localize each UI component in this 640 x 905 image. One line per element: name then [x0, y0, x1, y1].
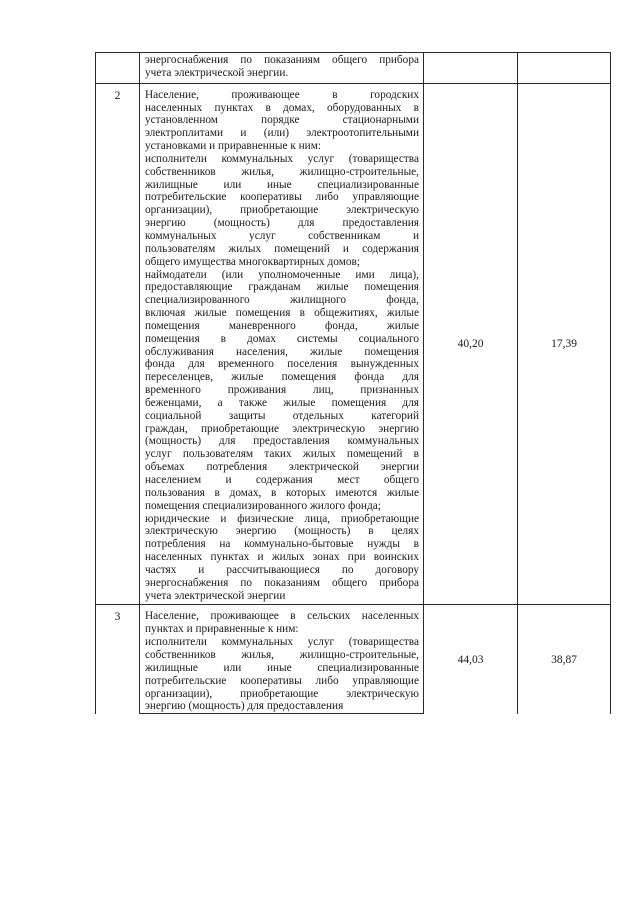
description-line: жилищные или иные специализированные: [145, 661, 419, 674]
description-line: исполнители коммунальных услуг (товарищества: [145, 636, 419, 649]
description-line: пунктах и приравненные к ним:: [145, 623, 299, 636]
description-line: общего имущества многоквартирных домов;: [145, 255, 360, 268]
description-line: потребления на коммунально-бытовые нужды в: [145, 538, 419, 551]
description-line: энергию (мощность) для предоставления: [145, 217, 419, 230]
description-line: потребительские кооперативы либо управляющие: [145, 674, 419, 687]
description-line: временного проживания лиц, признанных: [145, 384, 419, 397]
consumer-category-description: [140, 53, 424, 84]
description-line: включая жилые помещения в общежитиях, жилые: [145, 307, 419, 320]
table-row: [96, 605, 611, 714]
description-line: предоставляющие гражданам жилые помещения: [145, 281, 419, 294]
description-line: жилищные или иные специализированные: [145, 178, 419, 191]
description-line: энергоснабжения по показаниям общего прибора: [145, 54, 419, 66]
description-line: населенных пунктах и жилых зонах при воинских: [145, 551, 419, 564]
consumer-category-description: [140, 605, 424, 714]
description-line: наймодатели (или уполномоченные ими лица),: [145, 268, 419, 281]
description-line: потребительские кооперативы либо управляющие: [145, 191, 419, 204]
tariff-value-1: 40,20: [424, 83, 518, 605]
description-line: помещения специализированного жилого фонда;: [145, 499, 381, 512]
description-line: пользователям жилых помещений и содержания: [145, 242, 419, 255]
description-line: собственников жилья, жилищно-строительные,: [145, 648, 419, 661]
description-line: частях и рассчитывающиеся по договору: [145, 563, 419, 576]
tariff-value-2: [518, 53, 611, 84]
description-line: граждан, приобретающие электрическую энергию: [145, 422, 419, 435]
description-line: электроплитами и (или) электроотопительными: [145, 127, 419, 140]
tariff-value-2: 38,87: [518, 605, 611, 714]
description-line: населенных пунктах в домах, оборудованных в: [145, 101, 419, 114]
description-line: Население, проживающее в сельских населенных: [145, 610, 419, 623]
description-line: переселенцев, жилые помещения фонда для: [145, 371, 419, 384]
description-line: помещения маневренного фонда, жилые: [145, 319, 419, 332]
description-line: объемах потребления электрической энергии: [145, 461, 419, 474]
tariff-table: [95, 52, 611, 714]
description-line: помещения в домах системы социального: [145, 332, 419, 345]
tariff-value-1: 44,03: [424, 605, 518, 714]
description-line: фонда для временного поселения вынужденных: [145, 358, 419, 371]
description-line: специализированного жилищного фонда,: [145, 294, 419, 307]
tariff-value-1: [424, 53, 518, 84]
description-line: энергоснабжения по показаниям общего прибора: [145, 576, 419, 589]
description-line: исполнители коммунальных услуг (товарищества: [145, 152, 419, 165]
tariff-table-body: [96, 53, 611, 714]
description-line: услуг пользователям таких жилых помещений в: [145, 448, 419, 461]
description-line: социальной защиты отдельных категорий: [145, 409, 419, 422]
table-row: [96, 83, 611, 605]
consumer-category-description: [140, 83, 424, 605]
tariff-value-2: 17,39: [518, 83, 611, 605]
row-number: 3: [96, 605, 140, 714]
description-line: населением и содержания мест общего: [145, 474, 419, 486]
row-number: 2: [96, 83, 140, 605]
description-line: (мощность) для предоставления коммунальных: [145, 435, 419, 448]
description-line: учета электрической энергии: [145, 589, 286, 602]
table-row: [96, 53, 611, 84]
description-line: коммунальных услуг собственникам и: [145, 229, 419, 242]
description-line: собственников жилья, жилищно-строительные,: [145, 165, 419, 178]
description-line: энергию (мощность) для предоставления: [145, 700, 344, 713]
description-line: установленном порядке стационарными: [145, 114, 419, 127]
description-line: юридические и физические лица, приобретающие: [145, 512, 419, 525]
description-line: учета электрической энергии.: [145, 66, 289, 79]
description-line: беженцами, а также жилые помещения для: [145, 396, 419, 409]
description-line: установками и приравненные к ним:: [145, 140, 322, 153]
description-line: организации), приобретающие электрическую: [145, 204, 419, 217]
description-line: Население, проживающее в городских: [145, 88, 419, 101]
description-line: пользования в домах, в которых имеются жилые: [145, 486, 419, 499]
description-line: электрическую энергию (мощность) в целях: [145, 525, 419, 538]
description-line: обслуживания населения, жилые помещения: [145, 345, 419, 358]
row-number: [96, 53, 140, 84]
description-line: организации), приобретающие электрическую: [145, 687, 419, 700]
